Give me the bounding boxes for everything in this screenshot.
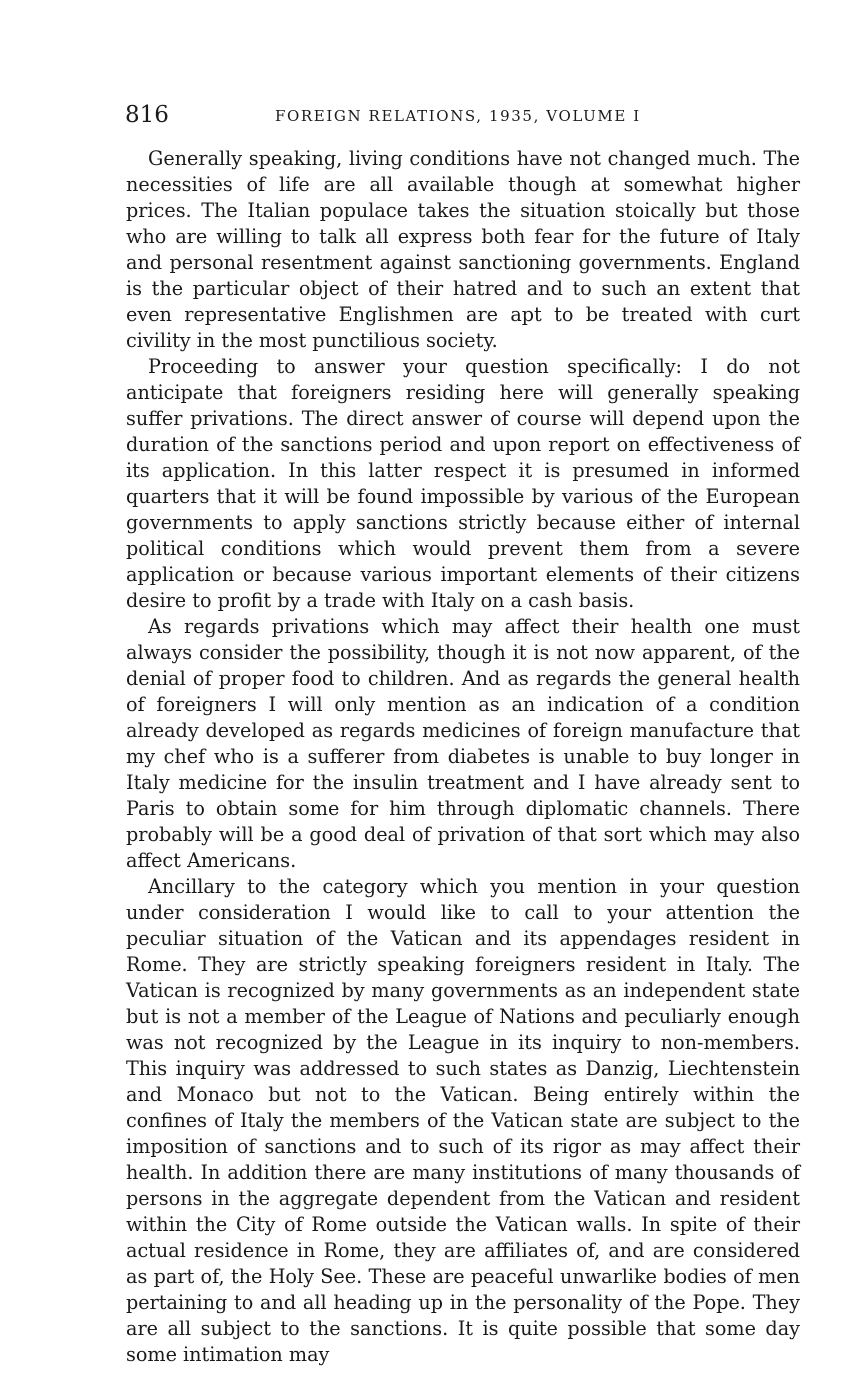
page-number: 816 bbox=[125, 102, 169, 128]
paragraph-living-conditions: Generally speaking, living conditions have not changed much. The necessities of life are all available though at somewhat higher prices. The Italian populace takes the situation stoically but those who are willing to talk all express both fear for the future of Italy and personal resentment against sanctioning governments. England is the particular object of their hatred and to such an extent that even representative Englishmen are apt to be treated with curt civility in the most punctilious society. bbox=[126, 147, 800, 352]
paragraph-privations-health: As regards privations which may affect their health one must always consider the possibility, though it is not now apparent, of the denial of proper food to children. And as regards the general health of foreigners I will only mention as an indication of a condition already developed as regards medicines of foreign manufacture that my chef who is a sufferer from diabetes is unable to buy longer in Italy medicine for the insulin treatment and I have already sent to Paris to obtain some for him through diplomatic channels. There probably will be a good deal of privation of that sort which may also affect Americans. bbox=[126, 615, 800, 872]
paragraph-vatican: Ancillary to the category which you mention in your question under consideration I would like to call to your attention the peculiar situation of the Vatican and its appendages resident in Rome. They are strictly speaking foreigners resident in Italy. The Vatican is recognized by many governments as an independent state but is not a member of the League of Nations and peculiarly enough was not recognized by the League in its inquiry to non-members. This inquiry was addressed to such states as Danzig, Liechtenstein and Monaco but not to the Vatican. Being entirely within the confines of Italy the members of the Vatican state are subject to the imposition of sanctions and to such of its rigor as may affect their health. In addition there are many institutions of many thousands of persons in the aggregate dependent from the Vatican and resident within the City of Rome outside the Vatican walls. In spite of their actual residence in Rome, they are affiliates of, and are considered as part of, the Holy See. These are peaceful unwarlike bodies of men pertaining to and all heading up in the personality of the Pope. They are all subject to the sanctions. It is quite possible that some day some intimation may bbox=[126, 875, 800, 1366]
paragraph-answer-question: Proceeding to answer your question specifically: I do not anticipate that foreigners residing here will generally speaking suffer privations. The direct answer of course will depend upon the duration of the sanctions period and upon report on effectiveness of its application. In this latter respect it is presumed in informed quarters that it will be found impossible by various of the European governments to apply sanctions strictly because either of internal political conditions which would prevent them from a severe application or because various important elements of their citizens desire to profit by a trade with Italy on a cash basis. bbox=[126, 355, 800, 612]
body-text bbox=[126, 146, 800, 1368]
running-title: FOREIGN RELATIONS, 1935, VOLUME I bbox=[275, 107, 641, 125]
page-header bbox=[125, 100, 800, 130]
